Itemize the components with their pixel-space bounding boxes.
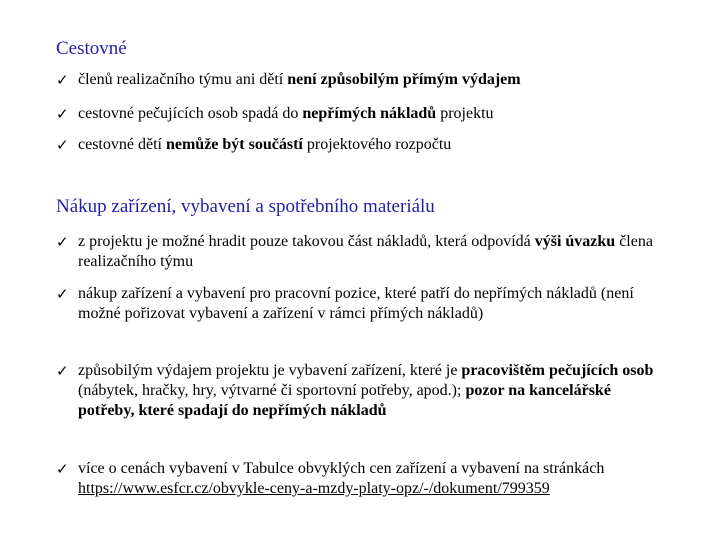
checkmark-icon: ✓ <box>56 233 69 251</box>
list-item <box>56 361 666 421</box>
section-title-nakup: Nákup zařízení, vybavení a spotřebního materiálu <box>56 196 435 217</box>
item-text: cestovné pečujících osob spadá do nepřímých nákladů projektu <box>78 105 494 122</box>
list-item <box>56 135 666 155</box>
checkmark-icon: ✓ <box>56 105 69 123</box>
list-item <box>56 459 666 499</box>
item-text: nákup zařízení a vybavení pro pracovní pozice, které patří do nepřímých nákladů (není možné pořizovat vybavení a zařízení v rámci přímých nákladů) <box>78 285 634 322</box>
item-text: způsobilým výdajem projektu je vybavení zařízení, které je pracovištěm pečujících osob (nábytek, hračky, hry, výtvarné či sportovní potřeby, apod.); pozor na kancelářské potřeby, které spadají do nepřímých nákladů <box>78 362 654 419</box>
esfcr-link[interactable]: https://www.esfcr.cz/obvykle-ceny-a-mzdy-platy-opz/-/dokument/799359 <box>78 480 550 497</box>
list-item <box>56 284 666 324</box>
checkmark-icon: ✓ <box>56 285 69 303</box>
checkmark-icon: ✓ <box>56 362 69 380</box>
item-text: více o cenách vybavení v Tabulce obvyklých cen zařízení a vybavení na stránkách https://www.esfcr.cz/obvykle-ceny-a-mzdy-platy-opz/-/dokument/799359 <box>78 460 605 497</box>
item-text: cestovné dětí nemůže být součástí projektového rozpočtu <box>78 136 452 153</box>
section-title-cestovne: Cestovné <box>56 38 127 59</box>
checkmark-icon: ✓ <box>56 71 69 89</box>
list-item <box>56 70 666 90</box>
item-text: z projektu je možné hradit pouze takovou část nákladů, která odpovídá výši úvazku člena realizačního týmu <box>78 233 653 270</box>
list-item <box>56 104 666 124</box>
checkmark-icon: ✓ <box>56 136 69 154</box>
item-text: členů realizačního týmu ani dětí není způsobilým přímým výdajem <box>78 71 521 88</box>
list-item <box>56 232 666 272</box>
checkmark-icon: ✓ <box>56 460 69 478</box>
